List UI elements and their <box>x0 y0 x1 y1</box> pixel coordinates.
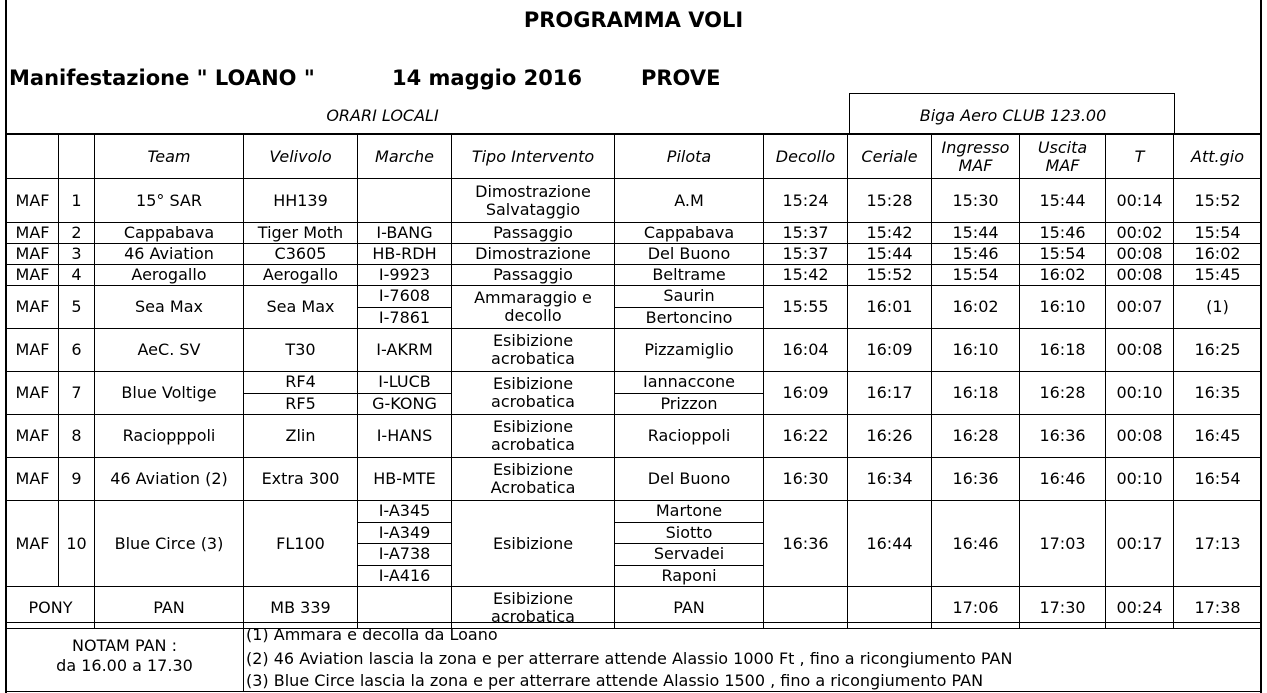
header-ceriale: Ceriale <box>848 135 932 179</box>
cell-uscita: 16:36 <box>1020 415 1106 458</box>
cell-team: AeC. SV <box>95 329 244 372</box>
cell-area: MAF <box>7 458 59 501</box>
cell-tipo: Passaggio <box>452 265 615 286</box>
cell-ceriale: 15:52 <box>848 265 932 286</box>
cell-attgio: 16:25 <box>1174 329 1262 372</box>
cell-ceriale: 16:17 <box>848 372 932 415</box>
cell-ceriale: 16:44 <box>848 501 932 587</box>
header-number <box>59 135 95 179</box>
cell-attgio: (1) <box>1174 286 1262 329</box>
footnote-1: (1) Ammara e decolla da Loano <box>246 625 498 644</box>
cell-tipo: Esibizione acrobatica <box>452 329 615 372</box>
cell-marche: I-7608 <box>358 286 452 308</box>
header-tipo: Tipo Intervento <box>452 135 615 179</box>
notam-line-2: da 16.00 a 17.30 <box>56 656 193 675</box>
cell-marche: HB-RDH <box>358 244 452 265</box>
cell-velivolo: T30 <box>244 329 358 372</box>
cell-ingresso: 16:36 <box>932 458 1020 501</box>
table-row <box>7 415 1262 458</box>
cell-tipo: Esibizione <box>452 501 615 587</box>
cell-team: Sea Max <box>95 286 244 329</box>
cell-attgio: 15:45 <box>1174 265 1262 286</box>
cell-attgio: 16:35 <box>1174 372 1262 415</box>
cell-ingresso: 16:18 <box>932 372 1020 415</box>
cell-decollo: 15:37 <box>764 244 848 265</box>
page-title: PROGRAMMA VOLI <box>523 8 744 32</box>
cell-number: 3 <box>59 244 95 265</box>
notam-cell <box>6 622 244 692</box>
cell-number: 8 <box>59 415 95 458</box>
cell-velivolo: Tiger Moth <box>244 223 358 244</box>
cell-area: MAF <box>7 265 59 286</box>
cell-t: 00:08 <box>1106 329 1174 372</box>
cell-team: 15° SAR <box>95 179 244 223</box>
cell-velivolo: FL100 <box>244 501 358 587</box>
cell-area: MAF <box>7 501 59 587</box>
table-row <box>7 286 1262 308</box>
cell-attgio: 15:54 <box>1174 223 1262 244</box>
cell-pilota: Del Buono <box>615 458 764 501</box>
cell-marche: I-9923 <box>358 265 452 286</box>
cell-tipo: Esibizione acrobatica <box>452 415 615 458</box>
cell-team: 46 Aviation (2) <box>95 458 244 501</box>
table-row <box>7 329 1262 372</box>
cell-marche: HB-MTE <box>358 458 452 501</box>
cell-ingresso: 16:46 <box>932 501 1020 587</box>
cell-marche: I-A345 <box>358 501 452 523</box>
event-date: 14 maggio 2016 <box>392 66 583 90</box>
cell-ceriale: 16:34 <box>848 458 932 501</box>
cell-t: 00:08 <box>1106 265 1174 286</box>
cell-decollo: 15:37 <box>764 223 848 244</box>
cell-team: Raciopppoli <box>95 415 244 458</box>
cell-velivolo: RF4 <box>244 372 358 394</box>
header-t: T <box>1106 135 1174 179</box>
cell-pilota: Saurin <box>615 286 764 308</box>
cell-pilota: Bertoncino <box>615 307 764 329</box>
table-row <box>7 501 1262 523</box>
orari-label: ORARI LOCALI <box>326 106 439 125</box>
cell-marche: I-BANG <box>358 223 452 244</box>
header-marche: Marche <box>358 135 452 179</box>
cell-attgio: 16:54 <box>1174 458 1262 501</box>
cell-attgio: 16:45 <box>1174 415 1262 458</box>
cell-velivolo: C3605 <box>244 244 358 265</box>
cell-tipo: Esibizione acrobatica <box>452 587 615 629</box>
table-row <box>7 372 1262 394</box>
cell-team: Blue Circe (3) <box>95 501 244 587</box>
cell-tipo: Ammaraggio e decollo <box>452 286 615 329</box>
table-row <box>7 244 1262 265</box>
cell-marche: I-7861 <box>358 307 452 329</box>
cell-number: 10 <box>59 501 95 587</box>
cell-marche: I-A416 <box>358 565 452 587</box>
cell-decollo: 16:09 <box>764 372 848 415</box>
cell-marche: I-A738 <box>358 544 452 566</box>
cell-t: 00:07 <box>1106 286 1174 329</box>
event-type: PROVE <box>641 66 721 90</box>
header-team: Team <box>95 135 244 179</box>
table-row <box>7 458 1262 501</box>
cell-number: 4 <box>59 265 95 286</box>
cell-ceriale: 15:28 <box>848 179 932 223</box>
cell-decollo: 16:04 <box>764 329 848 372</box>
cell-attgio: 16:02 <box>1174 244 1262 265</box>
cell-pilota: Iannaccone <box>615 372 764 394</box>
cell-number: 1 <box>59 179 95 223</box>
table-row <box>7 265 1262 286</box>
cell-pilota: Prizzon <box>615 393 764 415</box>
cell-uscita: 17:30 <box>1020 587 1106 629</box>
cell-pilota: Beltrame <box>615 265 764 286</box>
cell-ingresso: 16:28 <box>932 415 1020 458</box>
cell-pilota: Raponi <box>615 565 764 587</box>
cell-attgio: 17:38 <box>1174 587 1262 629</box>
cell-pilota: Martone <box>615 501 764 523</box>
cell-decollo: 15:42 <box>764 265 848 286</box>
cell-ceriale: 16:09 <box>848 329 932 372</box>
cell-t: 00:17 <box>1106 501 1174 587</box>
cell-ingresso: 15:46 <box>932 244 1020 265</box>
cell-tipo: Dimostrazione <box>452 244 615 265</box>
cell-marche: I-A349 <box>358 522 452 544</box>
cell-ceriale: 16:01 <box>848 286 932 329</box>
cell-ingresso: 16:10 <box>932 329 1020 372</box>
radio-frequency-label: Biga Aero CLUB 123.00 <box>919 106 1107 125</box>
cell-pilota: PAN <box>615 587 764 629</box>
cell-uscita: 16:18 <box>1020 329 1106 372</box>
cell-decollo: 15:24 <box>764 179 848 223</box>
cell-attgio: 15:52 <box>1174 179 1262 223</box>
cell-uscita: 15:54 <box>1020 244 1106 265</box>
cell-velivolo: RF5 <box>244 393 358 415</box>
cell-area: MAF <box>7 415 59 458</box>
cell-ingresso: 15:30 <box>932 179 1020 223</box>
cell-velivolo: MB 339 <box>244 587 358 629</box>
header-area <box>7 135 59 179</box>
cell-ceriale: 15:42 <box>848 223 932 244</box>
cell-t: 00:08 <box>1106 244 1174 265</box>
footnote-2: (2) 46 Aviation lascia la zona e per atterrare attende Alassio 1000 Ft , fino a ricongiumento PAN <box>246 649 1013 668</box>
cell-uscita: 16:02 <box>1020 265 1106 286</box>
header-decollo: Decollo <box>764 135 848 179</box>
notam-line-1: NOTAM PAN : <box>72 636 177 655</box>
cell-area: MAF <box>7 244 59 265</box>
cell-t: 00:08 <box>1106 415 1174 458</box>
cell-ingresso: 15:44 <box>932 223 1020 244</box>
cell-marche: I-HANS <box>358 415 452 458</box>
cell-ingresso: 15:54 <box>932 265 1020 286</box>
table-row <box>7 179 1262 223</box>
flight-program-table <box>6 134 1262 629</box>
cell-number: 5 <box>59 286 95 329</box>
cell-marche: G-KONG <box>358 393 452 415</box>
cell-ingresso: 16:02 <box>932 286 1020 329</box>
cell-ceriale: 15:44 <box>848 244 932 265</box>
header-attgio: Att.gio <box>1174 135 1262 179</box>
cell-uscita: 16:46 <box>1020 458 1106 501</box>
cell-velivolo: Zlin <box>244 415 358 458</box>
cell-team: 46 Aviation <box>95 244 244 265</box>
table-row <box>7 223 1262 244</box>
header-ingresso: Ingresso MAF <box>932 135 1020 179</box>
cell-uscita: 16:28 <box>1020 372 1106 415</box>
cell-area: MAF <box>7 329 59 372</box>
cell-tipo: Dimostrazione Salvataggio <box>452 179 615 223</box>
cell-area: MAF <box>7 286 59 329</box>
cell-decollo: 16:22 <box>764 415 848 458</box>
cell-uscita: 16:10 <box>1020 286 1106 329</box>
cell-uscita: 15:46 <box>1020 223 1106 244</box>
cell-pilota: Del Buono <box>615 244 764 265</box>
cell-number: 2 <box>59 223 95 244</box>
header-velivolo: Velivolo <box>244 135 358 179</box>
cell-pilota: Servadei <box>615 544 764 566</box>
cell-area: PONY <box>7 587 95 629</box>
cell-pilota: Pizzamiglio <box>615 329 764 372</box>
cell-velivolo: Extra 300 <box>244 458 358 501</box>
cell-pilota: A.M <box>615 179 764 223</box>
cell-t: 00:14 <box>1106 179 1174 223</box>
table-body <box>7 179 1262 629</box>
cell-team: Aerogallo <box>95 265 244 286</box>
table-header-row <box>7 135 1262 179</box>
cell-number: 9 <box>59 458 95 501</box>
cell-uscita: 17:03 <box>1020 501 1106 587</box>
cell-marche: I-AKRM <box>358 329 452 372</box>
cell-area: MAF <box>7 179 59 223</box>
cell-pilota: Cappabava <box>615 223 764 244</box>
cell-decollo: 15:55 <box>764 286 848 329</box>
cell-attgio: 17:13 <box>1174 501 1262 587</box>
cell-decollo: 16:36 <box>764 501 848 587</box>
cell-marche <box>358 179 452 223</box>
cell-uscita: 15:44 <box>1020 179 1106 223</box>
cell-team: PAN <box>95 587 244 629</box>
cell-velivolo: Sea Max <box>244 286 358 329</box>
cell-tipo: Esibizione acrobatica <box>452 372 615 415</box>
cell-ceriale: 16:26 <box>848 415 932 458</box>
cell-area: MAF <box>7 223 59 244</box>
cell-t: 00:10 <box>1106 458 1174 501</box>
header-pilota: Pilota <box>615 135 764 179</box>
cell-t: 00:10 <box>1106 372 1174 415</box>
event-name: Manifestazione " LOANO " <box>9 66 315 90</box>
cell-number: 6 <box>59 329 95 372</box>
footnote-3: (3) Blue Circe lascia la zona e per atterrare attende Alassio 1500 , fino a ricongiumento PAN <box>246 671 984 690</box>
header-uscita: Uscita MAF <box>1020 135 1106 179</box>
cell-ingresso: 17:06 <box>932 587 1020 629</box>
cell-pilota: Racioppoli <box>615 415 764 458</box>
cell-t: 00:02 <box>1106 223 1174 244</box>
cell-pilota: Siotto <box>615 522 764 544</box>
cell-team: Cappabava <box>95 223 244 244</box>
cell-t: 00:24 <box>1106 587 1174 629</box>
cell-number: 7 <box>59 372 95 415</box>
cell-area: MAF <box>7 372 59 415</box>
cell-team: Blue Voltige <box>95 372 244 415</box>
cell-velivolo: Aerogallo <box>244 265 358 286</box>
cell-velivolo: HH139 <box>244 179 358 223</box>
cell-decollo: 16:30 <box>764 458 848 501</box>
cell-marche: I-LUCB <box>358 372 452 394</box>
cell-tipo: Passaggio <box>452 223 615 244</box>
cell-tipo: Esibizione Acrobatica <box>452 458 615 501</box>
